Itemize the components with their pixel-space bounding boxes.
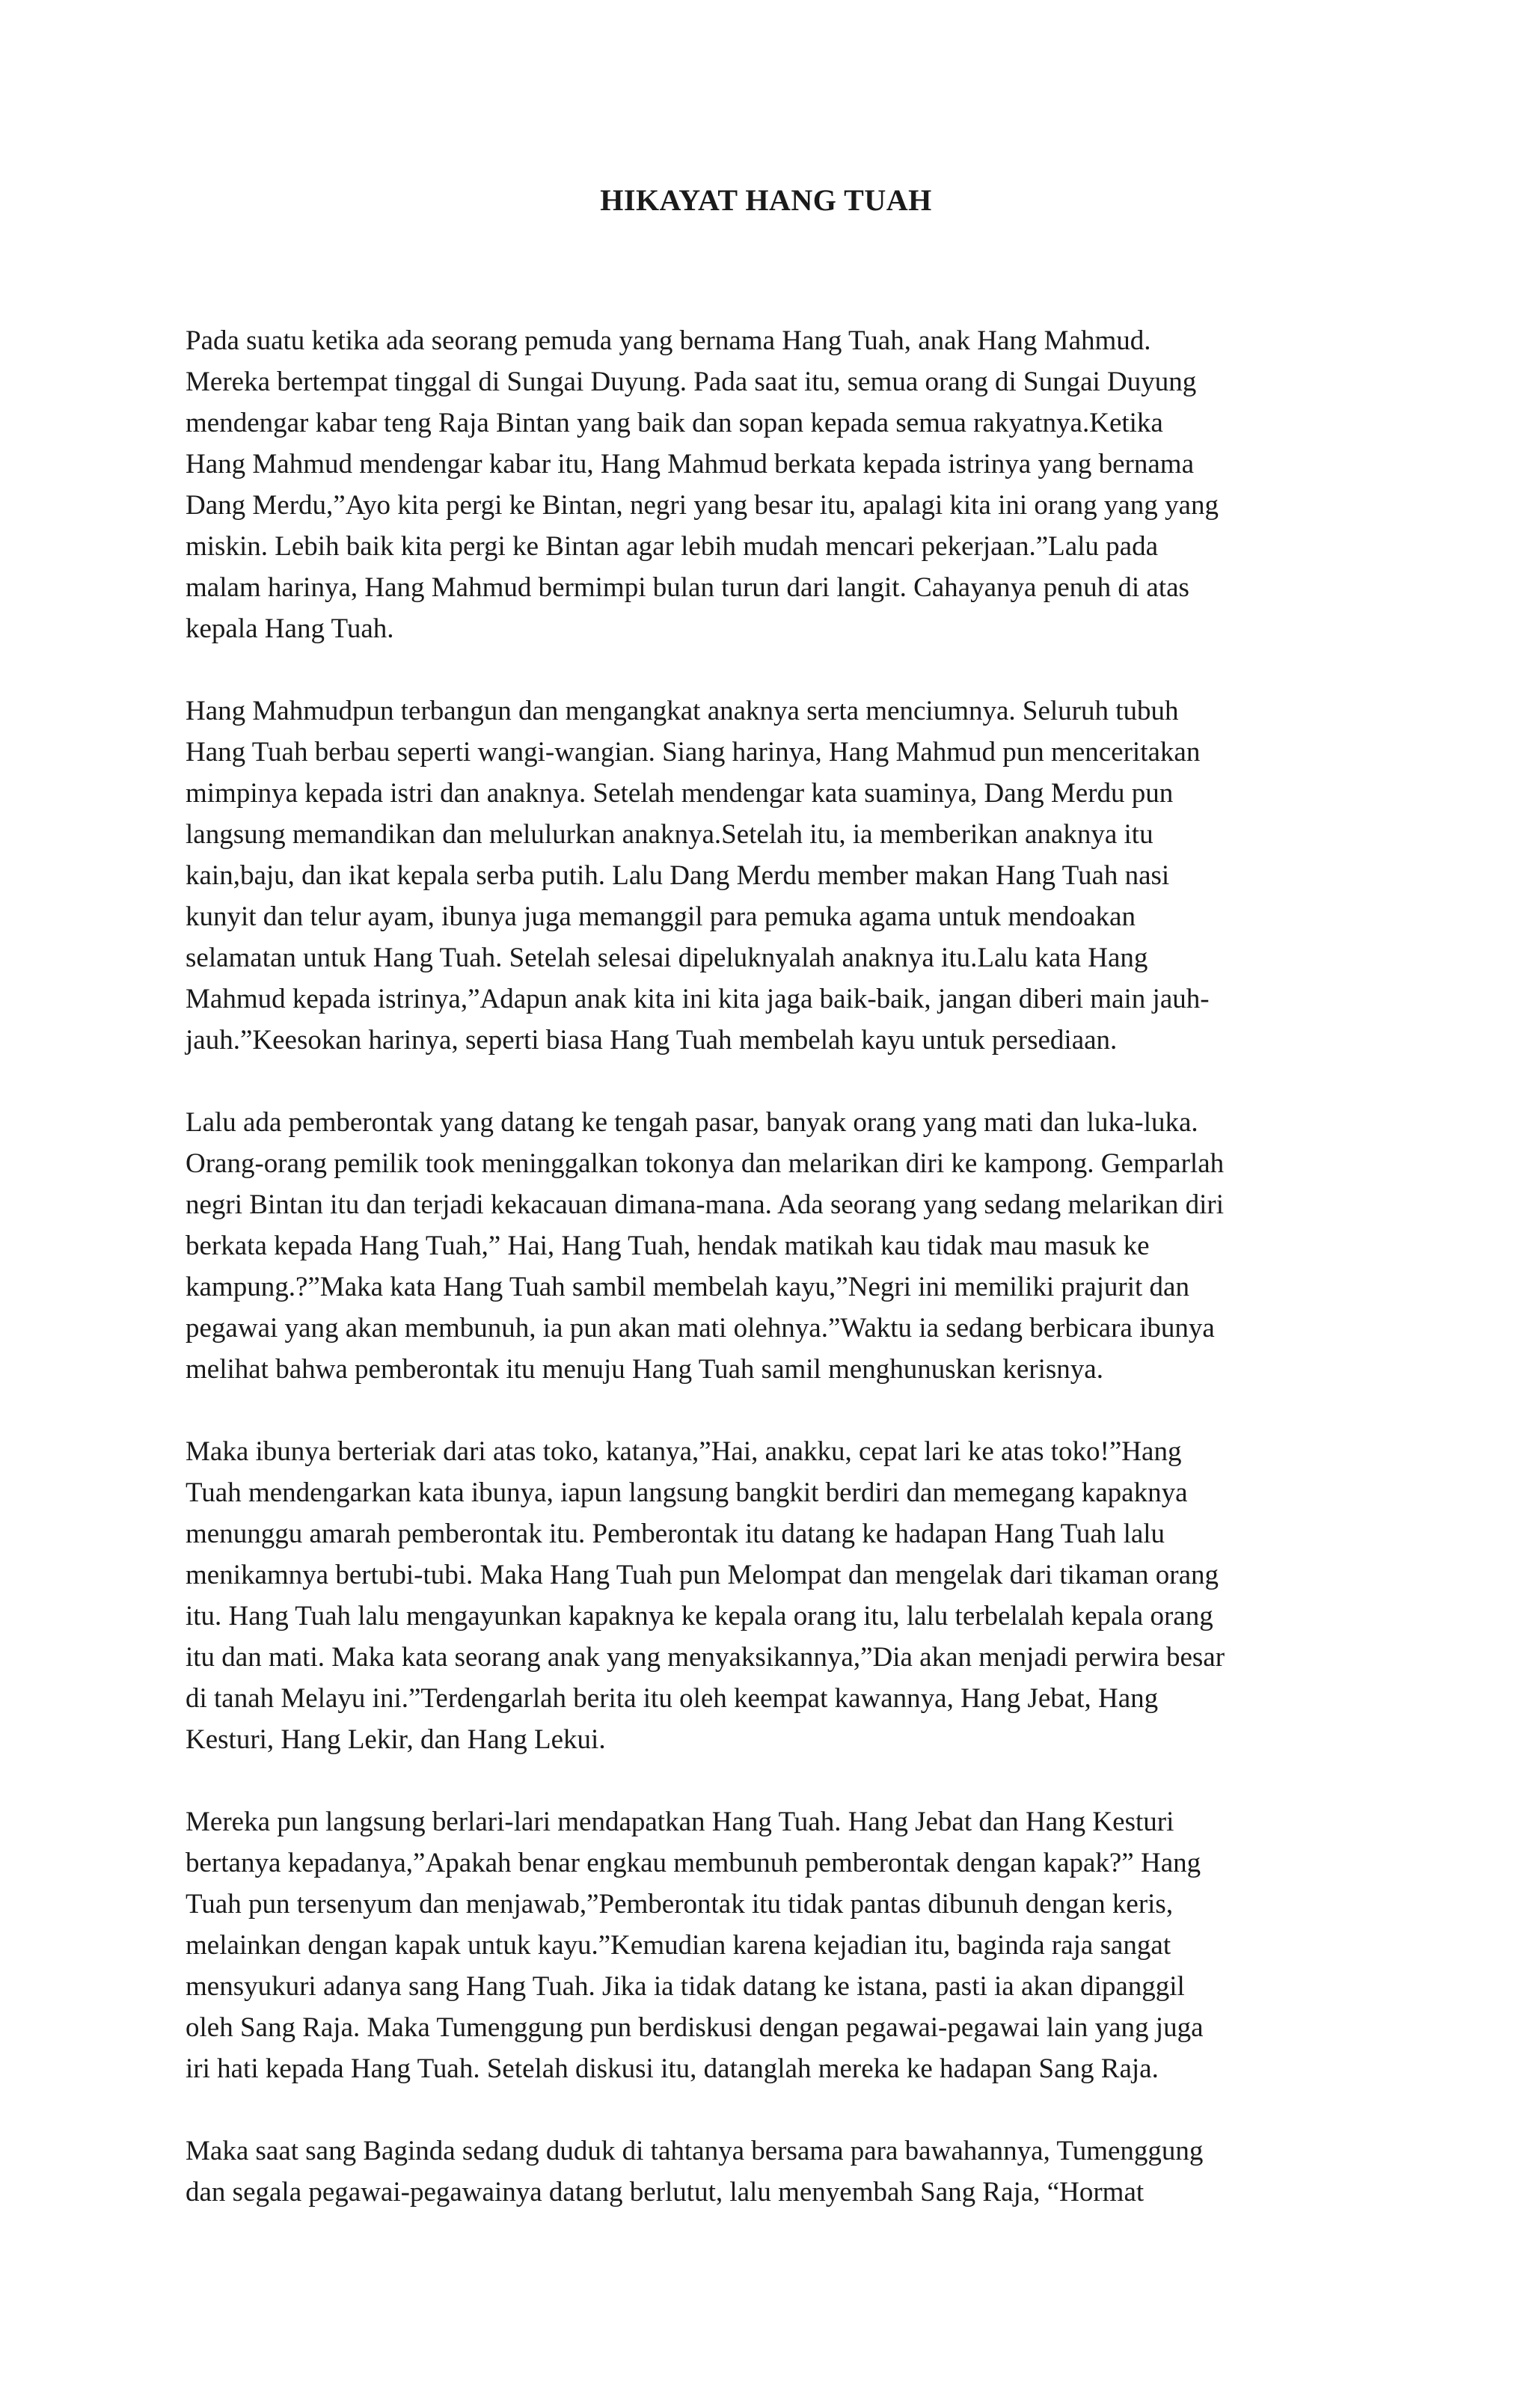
text-line: Tuah pun tersenyum dan menjawab,”Pemberontak itu tidak pantas dibunuh dengan keris, [186,1889,1174,1920]
text-line: Kesturi, Hang Lekir, dan Hang Lekui. [186,1724,606,1755]
text-line: Tuah mendengarkan kata ibunya, iapun langsung bangkit berdiri dan memegang kapaknya [186,1477,1188,1508]
text-line: malam harinya, Hang Mahmud bermimpi bulan turun dari langit. Cahayanya penuh di atas [186,572,1189,603]
text-line: di tanah Melayu ini.”Terdengarlah berita itu oleh keempat kawannya, Hang Jebat, Hang [186,1683,1159,1714]
text-line: selamatan untuk Hang Tuah. Setelah selesai dipeluknyalah anaknya itu.Lalu kata Hang [186,943,1148,973]
text-line: mendengar kabar teng Raja Bintan yang baik dan sopan kepada semua rakyatnya.Ketika [186,408,1163,438]
document-body [186,320,1352,2254]
text-line: Maka saat sang Baginda sedang duduk di tahtanya bersama para bawahannya, Tumenggung [186,2136,1204,2166]
paragraph [186,320,1352,649]
text-line: kampung.?”Maka kata Hang Tuah sambil membelah kayu,”Negri ini memiliki prajurit dan [186,1272,1189,1302]
text-line: dan segala pegawai-pegawainya datang berlutut, lalu menyembah Sang Raja, “Hormat [186,2177,1145,2208]
paragraph [186,690,1352,1061]
text-line: pegawai yang akan membunuh, ia pun akan mati olehnya.”Waktu ia sedang berbicara ibunya [186,1313,1215,1344]
text-line: Hang Mahmudpun terbangun dan mengangkat anaknya serta menciumnya. Seluruh tubuh [186,696,1179,726]
text-line: bertanya kepadanya,”Apakah benar engkau membunuh pemberontak dengan kapak?” Hang [186,1848,1201,1878]
text-line: negri Bintan itu dan terjadi kekacauan dimana-mana. Ada seorang yang sedang melarikan diri [186,1189,1225,1220]
text-line: langsung memandikan dan melulurkan anaknya.Setelah itu, ia memberikan anaknya itu [186,819,1153,850]
text-line: jauh.”Keesokan harinya, seperti biasa Hang Tuah membelah kayu untuk persediaan. [186,1025,1118,1056]
text-line: Mereka pun langsung berlari-lari mendapatkan Hang Tuah. Hang Jebat dan Hang Kesturi [186,1807,1174,1837]
text-line: Mereka bertempat tinggal di Sungai Duyung. Pada saat itu, semua orang di Sungai Duyung [186,367,1197,397]
text-line: Dang Merdu,”Ayo kita pergi ke Bintan, negri yang besar itu, apalagi kita ini orang yang yang [186,490,1219,521]
text-line: iri hati kepada Hang Tuah. Setelah diskusi itu, datanglah mereka ke hadapan Sang Raja. [186,2053,1159,2084]
text-line: menikamnya bertubi-tubi. Maka Hang Tuah pun Melompat dan mengelak dari tikaman orang [186,1560,1219,1590]
text-line: kepala Hang Tuah. [186,613,394,644]
text-line: itu dan mati. Maka kata seorang anak yang menyaksikannya,”Dia akan menjadi perwira besar [186,1642,1225,1673]
document-title: HIKAYAT HANG TUAH [600,183,932,217]
paragraph [186,2130,1352,2213]
text-line: Hang Tuah berbau seperti wangi-wangian. Siang harinya, Hang Mahmud pun menceritakan [186,737,1201,768]
text-line: miskin. Lebih baik kita pergi ke Bintan agar lebih mudah mencari pekerjaan.”Lalu pada [186,531,1159,562]
paragraph [186,1102,1352,1390]
text-line: itu. Hang Tuah lalu mengayunkan kapaknya ke kepala orang itu, lalu terbelalah kepala orang [186,1601,1213,1632]
text-line: Lalu ada pemberontak yang datang ke tengah pasar, banyak orang yang mati dan luka-luka. [186,1107,1198,1138]
paragraph [186,1801,1352,2089]
text-line: melihat bahwa pemberontak itu menuju Hang Tuah samil menghunuskan kerisnya. [186,1354,1103,1385]
text-line: berkata kepada Hang Tuah,” Hai, Hang Tuah, hendak matikah kau tidak mau masuk ke [186,1231,1150,1261]
text-line: mensyukuri adanya sang Hang Tuah. Jika ia tidak datang ke istana, pasti ia akan dipanggil [186,1971,1185,2002]
text-line: Orang-orang pemilik took meninggalkan tokonya dan melarikan diri ke kampong. Gemparlah [186,1148,1225,1179]
text-line: kunyit dan telur ayam, ibunya juga memanggil para pemuka agama untuk mendoakan [186,901,1136,932]
text-line: mimpinya kepada istri dan anaknya. Setelah mendengar kata suaminya, Dang Merdu pun [186,778,1174,809]
text-line: menunggu amarah pemberontak itu. Pemberontak itu datang ke hadapan Hang Tuah lalu [186,1519,1165,1549]
text-line: Mahmud kepada istrinya,”Adapun anak kita ini kita jaga baik-baik, jangan diberi main jauh- [186,984,1210,1014]
text-line: melainkan dengan kapak untuk kayu.”Kemudian karena kejadian itu, baginda raja sangat [186,1930,1171,1961]
text-line: Pada suatu ketika ada seorang pemuda yang bernama Hang Tuah, anak Hang Mahmud. [186,325,1151,356]
text-line: Maka ibunya berteriak dari atas toko, katanya,”Hai, anakku, cepat lari ke atas toko!”Hang [186,1436,1182,1467]
text-line: oleh Sang Raja. Maka Tumenggung pun berdiskusi dengan pegawai-pegawai lain yang juga [186,2012,1204,2043]
paragraph [186,1431,1352,1760]
text-line: kain,baju, dan ikat kepala serba putih. Lalu Dang Merdu member makan Hang Tuah nasi [186,860,1170,891]
text-line: Hang Mahmud mendengar kabar itu, Hang Mahmud berkata kepada istrinya yang bernama [186,449,1194,480]
